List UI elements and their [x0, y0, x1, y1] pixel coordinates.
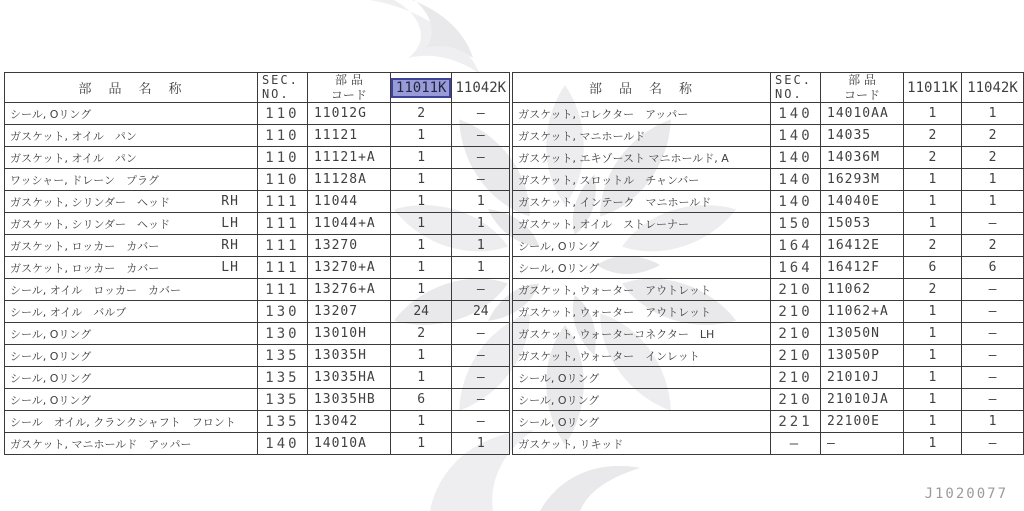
- drawing-number: J1020077: [924, 486, 1008, 502]
- part-code-cell: 13276+A: [307, 279, 390, 301]
- qty-11011K-cell: 1: [903, 169, 961, 191]
- model-column-label-11011K: 11011K: [907, 79, 958, 96]
- part-name-cell: [5, 191, 258, 213]
- part-code-cell: 14010AA: [821, 103, 904, 125]
- table-row: [513, 103, 1024, 125]
- qty-11042K-cell: –: [961, 345, 1023, 367]
- qty-11011K-cell: 1: [903, 411, 961, 433]
- table-row: [513, 345, 1024, 367]
- part-name: ガスケット, シリンダー ヘッド: [10, 195, 171, 209]
- sec-no-cell: 210: [771, 301, 821, 323]
- table-row: [513, 323, 1024, 345]
- qty-11011K-cell: 6: [390, 389, 452, 411]
- part-name-cell: [513, 323, 771, 345]
- part-name-cell: [513, 433, 771, 455]
- part-name-cell: [513, 147, 771, 169]
- qty-11042K-cell: 6: [961, 257, 1023, 279]
- part-name: シール, Oリング: [518, 371, 600, 385]
- part-code-cell: 13035H: [307, 345, 390, 367]
- part-name: ガスケット, マニホールド アッパー: [10, 437, 192, 451]
- part-code-cell: 13050P: [821, 345, 904, 367]
- model-column-label-11011K: 11011K: [391, 78, 452, 98]
- code-label-line2: コード: [330, 87, 367, 102]
- qty-11011K-cell: 1: [390, 411, 452, 433]
- part-code-cell: 14035: [821, 125, 904, 147]
- part-name: シール, Oリング: [518, 393, 600, 407]
- qty-11011K-cell: 1: [903, 301, 961, 323]
- qty-11011K-cell: 2: [390, 103, 452, 125]
- part-code-cell: 14010A: [307, 433, 390, 455]
- table-row: [5, 213, 510, 235]
- part-name: シール, Oリング: [10, 393, 92, 407]
- part-name-cell: [513, 235, 771, 257]
- sec-no-cell: 210: [771, 345, 821, 367]
- part-name-cell: [5, 279, 258, 301]
- qty-11042K-cell: –: [961, 433, 1023, 455]
- qty-11011K-cell: 1: [390, 125, 452, 147]
- part-name: ガスケット, ウォーターコネクター LH: [518, 327, 715, 341]
- qty-11042K-cell: –: [452, 103, 510, 125]
- part-name: シール, オイル ロッカー カバー: [10, 283, 182, 297]
- sec-label-line1: SEC.: [775, 72, 812, 87]
- qty-11042K-cell: –: [961, 323, 1023, 345]
- part-name-cell: [5, 367, 258, 389]
- qty-11042K-cell: –: [961, 213, 1023, 235]
- part-name: ガスケット, オイル パン: [10, 151, 137, 165]
- part-name: シール オイル, クランクシャフト フロント: [10, 415, 236, 429]
- part-name-cell: [513, 191, 771, 213]
- qty-11011K-cell: 1: [903, 433, 961, 455]
- sec-label-line2: NO.: [775, 86, 803, 101]
- part-name: ガスケット, ロッカー カバー: [10, 239, 160, 253]
- part-name: ガスケット, オイル パン: [10, 129, 137, 143]
- part-name: ガスケット, インテーク マニホールド: [518, 195, 712, 209]
- part-code-cell: 16412F: [821, 257, 904, 279]
- part-name-cell: [5, 213, 258, 235]
- col-header-part-name: 部 品 名 称: [5, 73, 258, 103]
- col-header-11042K[interactable]: [961, 73, 1023, 103]
- part-code-cell: 13042: [307, 411, 390, 433]
- part-code-cell: 11062: [821, 279, 904, 301]
- sec-no-cell: 111: [257, 257, 307, 279]
- part-name: ワッシャー, ドレーン プラグ: [10, 173, 160, 187]
- part-name-cell: [5, 103, 258, 125]
- qty-11011K-cell: 6: [903, 257, 961, 279]
- parts-table-right: [512, 72, 1024, 455]
- table-row: [513, 125, 1024, 147]
- part-name: シール, Oリング: [518, 415, 600, 429]
- qty-11011K-cell: 1: [390, 169, 452, 191]
- qty-11011K-cell: 1: [903, 213, 961, 235]
- qty-11011K-cell: 2: [903, 125, 961, 147]
- qty-11042K-cell: 1: [452, 191, 510, 213]
- qty-11011K-cell: 1: [903, 345, 961, 367]
- col-header-sec-no: [257, 73, 307, 103]
- sec-no-cell: 111: [257, 235, 307, 257]
- part-code-cell: 13050N: [821, 323, 904, 345]
- table-row: [5, 169, 510, 191]
- qty-11011K-cell: 1: [390, 345, 452, 367]
- sec-no-cell: 111: [257, 279, 307, 301]
- qty-11011K-cell: 1: [903, 323, 961, 345]
- table-row: [5, 345, 510, 367]
- part-name-cell: [513, 301, 771, 323]
- sec-no-cell: 164: [771, 257, 821, 279]
- part-name: シール, Oリング: [10, 349, 92, 363]
- table-row: [513, 411, 1024, 433]
- part-code-cell: 11044: [307, 191, 390, 213]
- part-name: ガスケット, スロットル チャンバー: [518, 173, 700, 187]
- part-name: シール, Oリング: [518, 239, 600, 253]
- part-code-cell: 14036M: [821, 147, 904, 169]
- qty-11011K-cell: 1: [390, 279, 452, 301]
- qty-11042K-cell: 2: [961, 125, 1023, 147]
- table-row: [5, 257, 510, 279]
- part-code-cell: 11128A: [307, 169, 390, 191]
- sec-no-cell: 135: [257, 367, 307, 389]
- qty-11042K-cell: –: [452, 125, 510, 147]
- part-code-cell: –: [821, 433, 904, 455]
- sec-no-cell: 140: [771, 169, 821, 191]
- header-row: [513, 73, 1024, 103]
- part-name-cell: [5, 345, 258, 367]
- qty-11011K-cell: 1: [903, 367, 961, 389]
- table-row: [5, 323, 510, 345]
- col-header-part-name: 部 品 名 称: [513, 73, 771, 103]
- qty-11011K-cell: 2: [903, 147, 961, 169]
- part-name-cell: [5, 235, 258, 257]
- part-name: ガスケット, ウォーター インレット: [518, 349, 700, 363]
- part-code-cell: 13010H: [307, 323, 390, 345]
- part-name-cell: [513, 389, 771, 411]
- part-name-cell: [5, 389, 258, 411]
- parts-tables: [4, 72, 1024, 455]
- table-row: [5, 191, 510, 213]
- qty-11042K-cell: 1: [961, 191, 1023, 213]
- sec-no-cell: 164: [771, 235, 821, 257]
- qty-11042K-cell: –: [452, 367, 510, 389]
- part-code-cell: 13035HB: [307, 389, 390, 411]
- part-name: シール, Oリング: [10, 107, 92, 121]
- sec-no-cell: 135: [257, 411, 307, 433]
- part-code-cell: 22100E: [821, 411, 904, 433]
- qty-11011K-cell: 1: [390, 147, 452, 169]
- part-name-cell: [5, 411, 258, 433]
- part-code-cell: 11062+A: [821, 301, 904, 323]
- sec-no-cell: 140: [257, 433, 307, 455]
- sec-no-cell: 135: [257, 345, 307, 367]
- qty-11042K-cell: –: [452, 279, 510, 301]
- part-name: ガスケット, オイル ストレーナー: [518, 217, 689, 231]
- sec-no-cell: 210: [771, 367, 821, 389]
- part-side-label: RH: [221, 194, 239, 209]
- part-name-cell: [5, 169, 258, 191]
- sec-no-cell: 210: [771, 389, 821, 411]
- sec-no-cell: 110: [257, 169, 307, 191]
- qty-11011K-cell: 2: [390, 323, 452, 345]
- qty-11042K-cell: 1: [452, 235, 510, 257]
- table-row: [5, 433, 510, 455]
- part-name: ガスケット, ウォーター アウトレット: [518, 283, 711, 297]
- part-name-cell: [513, 367, 771, 389]
- sec-no-cell: 210: [771, 323, 821, 345]
- sec-no-cell: 140: [771, 147, 821, 169]
- part-name-cell: [513, 257, 771, 279]
- part-name-cell: [513, 103, 771, 125]
- qty-11042K-cell: 1: [452, 213, 510, 235]
- part-name: ガスケット, ウォーター アウトレット: [518, 305, 711, 319]
- table-row: [5, 147, 510, 169]
- part-name-cell: [5, 433, 258, 455]
- part-code-cell: 11044+A: [307, 213, 390, 235]
- table-row: [5, 367, 510, 389]
- part-code-cell: 13035HA: [307, 367, 390, 389]
- qty-11042K-cell: 1: [961, 169, 1023, 191]
- part-name: ガスケット, ロッカー カバー: [10, 261, 160, 275]
- model-column-label-11042K: 11042K: [967, 79, 1018, 96]
- qty-11011K-cell: 2: [903, 235, 961, 257]
- qty-11011K-cell: 1: [390, 235, 452, 257]
- qty-11042K-cell: –: [452, 411, 510, 433]
- part-side-label: RH: [221, 238, 239, 253]
- qty-11042K-cell: 1: [961, 103, 1023, 125]
- part-name-cell: [513, 169, 771, 191]
- qty-11042K-cell: –: [452, 345, 510, 367]
- qty-11042K-cell: –: [961, 389, 1023, 411]
- qty-11042K-cell: 24: [452, 301, 510, 323]
- sec-no-cell: 140: [771, 125, 821, 147]
- sec-no-cell: 210: [771, 279, 821, 301]
- qty-11042K-cell: 2: [961, 235, 1023, 257]
- qty-11042K-cell: 1: [452, 257, 510, 279]
- part-name-cell: [5, 323, 258, 345]
- qty-11011K-cell: 1: [903, 103, 961, 125]
- sec-no-cell: 130: [257, 301, 307, 323]
- parts-table-left: [4, 72, 510, 455]
- part-name-cell: [513, 411, 771, 433]
- sec-label-line2: NO.: [261, 86, 290, 101]
- qty-11042K-cell: 2: [961, 147, 1023, 169]
- qty-11011K-cell: 24: [390, 301, 452, 323]
- sec-no-cell: –: [771, 433, 821, 455]
- qty-11011K-cell: 1: [390, 367, 452, 389]
- qty-11011K-cell: 1: [390, 257, 452, 279]
- qty-11011K-cell: 1: [903, 191, 961, 213]
- sec-no-cell: 110: [257, 147, 307, 169]
- table-row: [5, 235, 510, 257]
- sec-no-cell: 111: [257, 191, 307, 213]
- table-row: [5, 279, 510, 301]
- sec-no-cell: 111: [257, 213, 307, 235]
- qty-11042K-cell: –: [452, 389, 510, 411]
- table-row: [513, 213, 1024, 235]
- qty-11011K-cell: 1: [903, 389, 961, 411]
- part-name-cell: [5, 125, 258, 147]
- part-code-cell: 13207: [307, 301, 390, 323]
- sec-no-cell: 140: [771, 103, 821, 125]
- col-header-11042K[interactable]: [452, 73, 510, 103]
- part-code-cell: 16293M: [821, 169, 904, 191]
- qty-11011K-cell: 2: [903, 279, 961, 301]
- part-code-cell: 21010J: [821, 367, 904, 389]
- qty-11042K-cell: –: [961, 367, 1023, 389]
- part-code-cell: 21010JA: [821, 389, 904, 411]
- col-header-11011K[interactable]: [903, 73, 961, 103]
- table-row: [5, 301, 510, 323]
- part-name-cell: [5, 147, 258, 169]
- sec-no-cell: 110: [257, 103, 307, 125]
- sec-no-cell: 221: [771, 411, 821, 433]
- part-code-cell: 13270: [307, 235, 390, 257]
- part-code-cell: 13270+A: [307, 257, 390, 279]
- table-row: [513, 279, 1024, 301]
- qty-11011K-cell: 1: [390, 433, 452, 455]
- part-name: シール, Oリング: [10, 327, 92, 341]
- table-row: [513, 235, 1024, 257]
- sec-no-cell: 110: [257, 125, 307, 147]
- sec-no-cell: 135: [257, 389, 307, 411]
- qty-11042K-cell: –: [452, 147, 510, 169]
- table-row: [513, 301, 1024, 323]
- part-side-label: LH: [221, 216, 239, 231]
- part-name: ガスケット, リキッド: [518, 437, 624, 451]
- part-name-cell: [513, 213, 771, 235]
- qty-11042K-cell: –: [452, 323, 510, 345]
- part-name: ガスケット, シリンダー ヘッド: [10, 217, 171, 231]
- col-header-part-code: [307, 73, 390, 103]
- part-name: ガスケット, エキゾースト マニホールド, A: [518, 151, 729, 165]
- part-name: ガスケット, コレクター アッパー: [518, 107, 689, 121]
- part-code-cell: 11121: [307, 125, 390, 147]
- part-code-cell: 16412E: [821, 235, 904, 257]
- qty-11042K-cell: –: [452, 169, 510, 191]
- part-name-cell: [513, 345, 771, 367]
- code-label-line2: コード: [843, 87, 880, 102]
- table-row: [5, 103, 510, 125]
- col-header-11011K[interactable]: [390, 73, 452, 103]
- table-row: [513, 367, 1024, 389]
- sec-no-cell: 150: [771, 213, 821, 235]
- sec-no-cell: 140: [771, 191, 821, 213]
- col-header-part-code: [821, 73, 904, 103]
- part-name-cell: [513, 279, 771, 301]
- part-name-cell: [5, 301, 258, 323]
- model-column-label-11042K: 11042K: [455, 79, 507, 96]
- part-name-cell: [513, 125, 771, 147]
- part-code-cell: 11121+A: [307, 147, 390, 169]
- qty-11011K-cell: 1: [390, 191, 452, 213]
- qty-11042K-cell: –: [961, 279, 1023, 301]
- part-name: シール, オイル バルブ: [10, 305, 127, 319]
- table-row: [513, 257, 1024, 279]
- part-name: シール, Oリング: [10, 371, 92, 385]
- code-label-line1: 部 品: [848, 73, 876, 88]
- part-name: シール, Oリング: [518, 261, 600, 275]
- qty-11042K-cell: 1: [452, 433, 510, 455]
- part-code-cell: 15053: [821, 213, 904, 235]
- code-label-line1: 部 品: [335, 73, 363, 88]
- table-row: [5, 125, 510, 147]
- table-row: [5, 389, 510, 411]
- qty-11011K-cell: 1: [390, 213, 452, 235]
- qty-11042K-cell: 1: [961, 411, 1023, 433]
- table-row: [513, 191, 1024, 213]
- qty-11042K-cell: –: [961, 301, 1023, 323]
- part-name-cell: [5, 257, 258, 279]
- table-row: [5, 411, 510, 433]
- part-code-cell: 14040E: [821, 191, 904, 213]
- table-row: [513, 389, 1024, 411]
- sec-no-cell: 130: [257, 323, 307, 345]
- col-header-sec-no: [771, 73, 821, 103]
- header-row: [5, 73, 510, 103]
- part-side-label: LH: [221, 260, 239, 275]
- table-row: [513, 169, 1024, 191]
- part-name: ガスケット, マニホールド: [518, 129, 646, 143]
- table-row: [513, 433, 1024, 455]
- sec-label-line1: SEC.: [261, 72, 299, 87]
- part-code-cell: 11012G: [307, 103, 390, 125]
- table-row: [513, 147, 1024, 169]
